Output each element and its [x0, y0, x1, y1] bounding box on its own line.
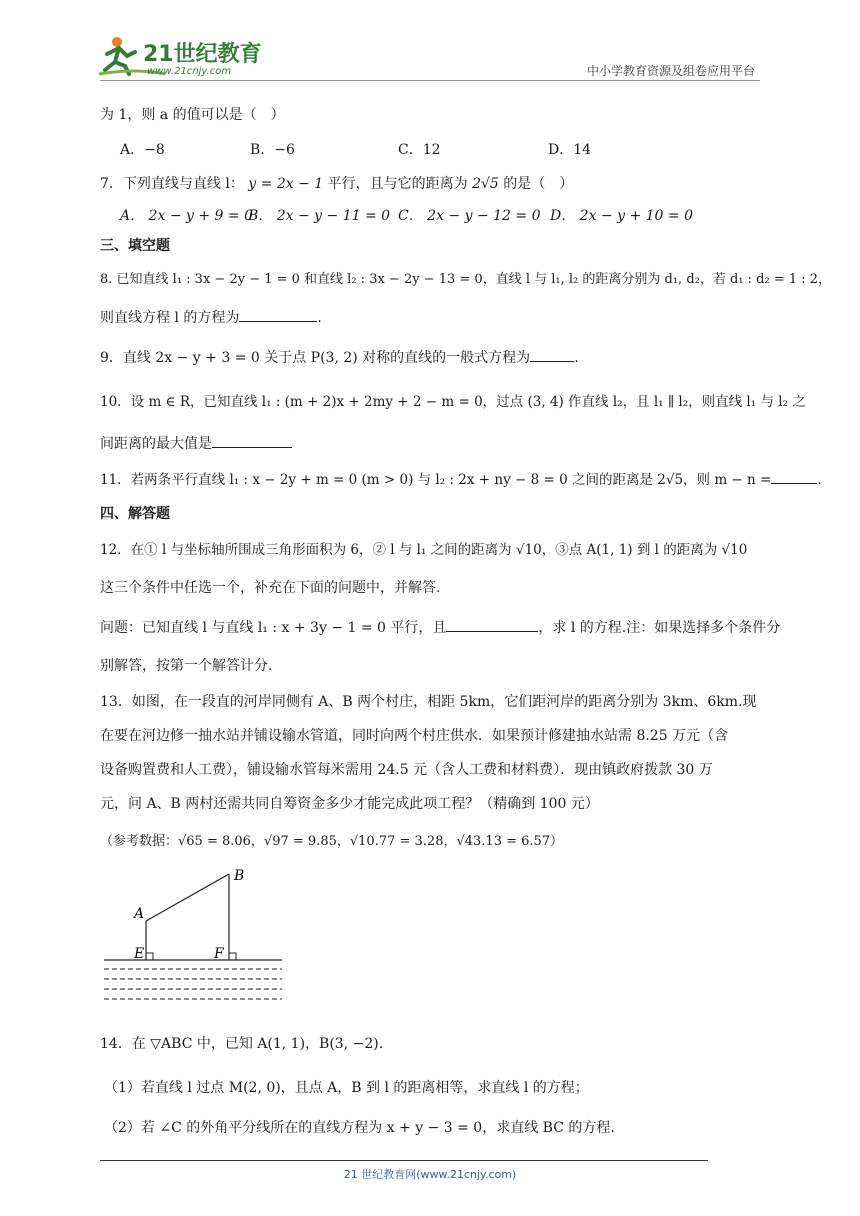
q7-option-b: B． 2x − y − 11 = 0 — [248, 208, 391, 224]
q9-prompt: 9．直线 2x − y + 3 = 0 关于点 P(3, 2) 对称的直线的一般式方程为 — [100, 350, 531, 366]
q6-option-b: B．−6 — [250, 142, 295, 158]
q9-answer-blank[interactable] — [530, 349, 574, 362]
river-diagram — [100, 862, 290, 1012]
q6-option-a: A．−8 — [120, 142, 165, 158]
q8-answer-blank[interactable] — [239, 309, 317, 322]
point-e-label: E — [134, 946, 145, 962]
q7-line-equation: y = 2x − 1 — [248, 176, 324, 192]
svg-text:21世纪教育: 21世纪教育 — [143, 42, 262, 67]
svg-text:www.21cnjy.com: www.21cnjy.com — [147, 66, 232, 77]
q13-line2: 在要在河边修一抽水站并铺设输水管道，同时向两个村庄供水．如果预计修建抽水站需 8.25 万元（含 — [100, 728, 729, 744]
q7-stem — [100, 174, 573, 194]
q13-line1: 13．如图，在一段直的河岸同侧有 A、B 两个村庄，相距 5km，它们距河岸的距离分别为 3km、6km.现 — [100, 694, 757, 710]
q14-stem: 14．在 ▽ABC 中，已知 A(1, 1)，B(3, −2). — [100, 1036, 384, 1052]
q12-line2: 这三个条件中任选一个，补充在下面的问题中，并解答. — [100, 580, 441, 596]
platform-name: 中小学教育资源及组卷应用平台 — [586, 64, 755, 78]
q13-line4: 元，问 A、B 两村还需共同自筹资金多少才能完成此项工程？（精确到 100 元） — [100, 796, 599, 812]
q12-problem-prefix: 问题：已知直线 l 与直线 l₁ : x + 3y − 1 = 0 平行，且 — [100, 620, 447, 636]
q9-line — [100, 348, 579, 368]
q7-option-d: D． 2x − y + 10 = 0 — [550, 208, 694, 224]
q6-option-c: C．12 — [398, 142, 441, 158]
point-b-label: B — [234, 868, 245, 884]
q14-part1: （1）若直线 l 过点 M(2, 0)，且点 A，B 到 l 的距离相等，求直线 l 的方程； — [104, 1080, 589, 1096]
q7-stem-suffix: 的是（ ） — [503, 176, 574, 192]
q7-option-a: A． 2x − y + 9 = 0 — [120, 208, 253, 224]
q8-period: . — [317, 310, 322, 326]
q7-distance: 2√5 — [472, 176, 499, 192]
q7-stem-mid: 平行，且与它的距离为 — [327, 176, 468, 192]
header-divider — [100, 80, 760, 81]
q11-answer-blank[interactable] — [771, 471, 817, 484]
section-title-fill-in: 三、填空题 — [100, 238, 170, 254]
q7-option-c: C． 2x − y − 12 = 0 — [398, 208, 541, 224]
q10-line1: 10．设 m ∈ R，已知直线 l₁ : (m + 2)x + 2my + 2 − m = 0，过点 (3, 4) 作直线 l₂，且 l₁ ∥ l₂，则直线 l₁ 与 l₂ 之 — [100, 394, 806, 410]
site-logo — [95, 34, 265, 78]
q12-problem-suffix: ，求 l 的方程.注：如果选择多个条件分 — [538, 620, 781, 636]
q12-line4: 别解答，按第一个解答计分. — [100, 658, 273, 674]
q8-prompt: 则直线方程 l 的方程为 — [100, 310, 240, 326]
q10-line2 — [100, 434, 292, 454]
q9-period: . — [574, 350, 579, 366]
q13-line3: 设备购置费和人工费），铺设输水管每米需用 24.5 元（含人工费和材料费）．现由镇政府拨款 30 万 — [100, 762, 713, 778]
q7-stem-prefix: 7．下列直线与直线 l： — [100, 176, 244, 192]
q6-option-d: D．14 — [548, 142, 592, 158]
q13-reference-data: （参考数据：√65 = 8.06，√97 = 9.85，√10.77 = 3.28，√43.13 = 6.57） — [100, 834, 564, 849]
q11-period: . — [817, 472, 822, 488]
q8-line1: 8. 已知直线 l₁ : 3x − 2y − 1 = 0 和直线 l₂ : 3x − 2y − 13 = 0，直线 l 与 l₁, l₂ 的距离分别为 d₁, d₂，若 d₁ : d₂ = 1 : 2， — [100, 272, 832, 287]
q14-part2: （2）若 ∠C 的外角平分线所在的直线方程为 x + y − 3 = 0，求直线 BC 的方程. — [104, 1120, 615, 1136]
q12-condition-blank[interactable] — [446, 619, 538, 632]
point-f-label: F — [214, 946, 224, 962]
point-a-label: A — [134, 906, 145, 922]
q10-answer-blank[interactable] — [212, 435, 292, 448]
q8-line2 — [100, 308, 322, 328]
footer-divider — [100, 1160, 708, 1161]
q6-stem: 为 1，则 a 的值可以是（ ） — [100, 107, 285, 123]
q11-prompt: 11．若两条平行直线 l₁ : x − 2y + m = 0 (m > 0) 与 l₂ : 2x + ny − 8 = 0 之间的距离是 2√5，则 m − n = — [100, 472, 772, 488]
q10-prompt: 间距离的最大值是 — [100, 436, 212, 452]
q12-line3 — [100, 618, 780, 638]
q11-line — [100, 470, 822, 490]
section-title-solve: 四、解答题 — [100, 506, 170, 522]
footer-link[interactable]: 21 世纪教育网(www.21cnjy.com) — [343, 1168, 517, 1181]
q12-line1: 12．在① l 与坐标轴所围成三角形面积为 6，② l 与 l₁ 之间的距离为 √10，③点 A(1, 1) 到 l 的距离为 √10 — [100, 542, 748, 558]
